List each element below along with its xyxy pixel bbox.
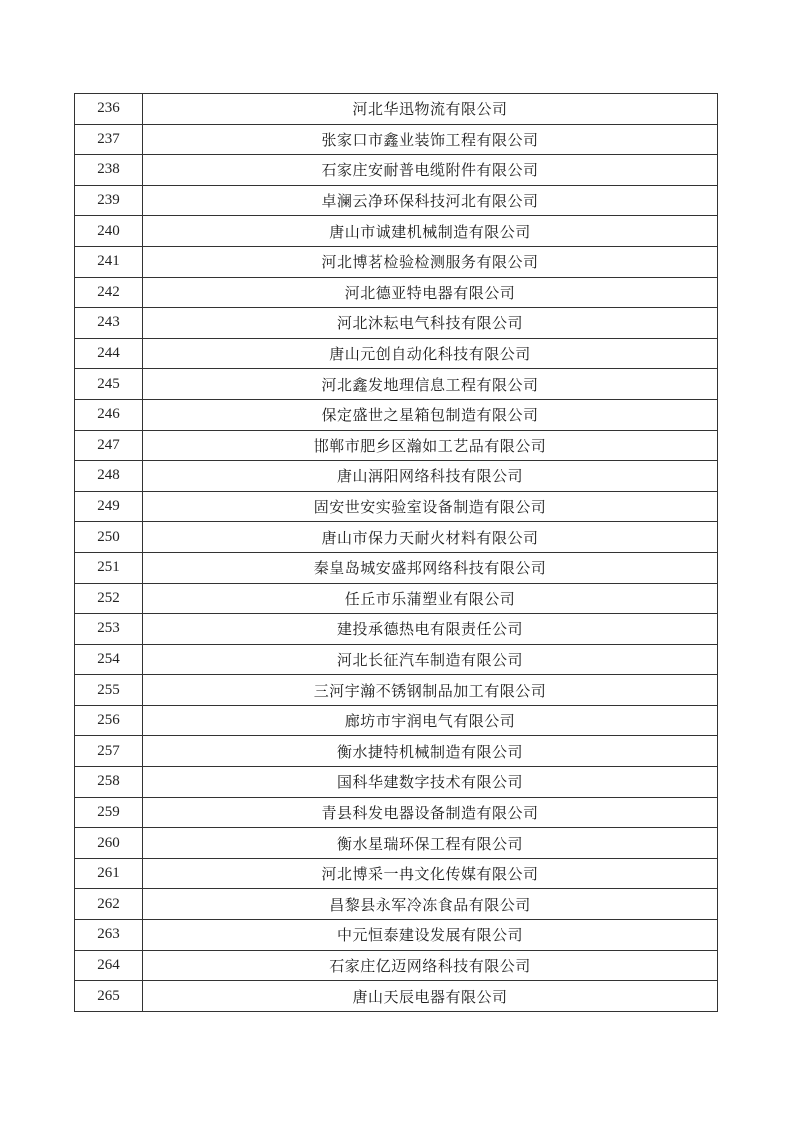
row-number-cell: 249 bbox=[75, 491, 143, 522]
table-body bbox=[75, 94, 718, 1012]
row-number-cell: 255 bbox=[75, 675, 143, 706]
table-row bbox=[75, 644, 718, 675]
company-name-cell: 三河宇瀚不锈钢制品加工有限公司 bbox=[143, 675, 718, 706]
table-row bbox=[75, 94, 718, 125]
table-row bbox=[75, 675, 718, 706]
row-number-cell: 260 bbox=[75, 828, 143, 859]
table-row bbox=[75, 522, 718, 553]
table-row bbox=[75, 491, 718, 522]
company-name-cell: 河北博茗检验检测服务有限公司 bbox=[143, 246, 718, 277]
company-name-cell: 青县科发电器设备制造有限公司 bbox=[143, 797, 718, 828]
company-name-cell: 唐山元创自动化科技有限公司 bbox=[143, 338, 718, 369]
table-row bbox=[75, 216, 718, 247]
table-row bbox=[75, 583, 718, 614]
company-name-cell: 昌黎县永军冷冻食品有限公司 bbox=[143, 889, 718, 920]
table-row bbox=[75, 797, 718, 828]
company-name-cell: 卓澜云净环保科技河北有限公司 bbox=[143, 185, 718, 216]
row-number-cell: 246 bbox=[75, 399, 143, 430]
table-row bbox=[75, 308, 718, 339]
company-name-cell: 唐山市保力天耐火材料有限公司 bbox=[143, 522, 718, 553]
company-name-cell: 衡水星瑞环保工程有限公司 bbox=[143, 828, 718, 859]
table-row bbox=[75, 185, 718, 216]
row-number-cell: 252 bbox=[75, 583, 143, 614]
table-row bbox=[75, 614, 718, 645]
company-name-cell: 衡水捷特机械制造有限公司 bbox=[143, 736, 718, 767]
company-name-cell: 河北博采一冉文化传媒有限公司 bbox=[143, 858, 718, 889]
company-name-cell: 廊坊市宇润电气有限公司 bbox=[143, 705, 718, 736]
row-number-cell: 239 bbox=[75, 185, 143, 216]
company-list-table bbox=[74, 93, 718, 1012]
company-name-cell: 唐山天辰电器有限公司 bbox=[143, 981, 718, 1012]
company-name-cell: 河北鑫发地理信息工程有限公司 bbox=[143, 369, 718, 400]
table-row bbox=[75, 889, 718, 920]
table-row bbox=[75, 920, 718, 951]
table-row bbox=[75, 828, 718, 859]
company-name-cell: 河北华迅物流有限公司 bbox=[143, 94, 718, 125]
company-name-cell: 唐山洅阳网络科技有限公司 bbox=[143, 461, 718, 492]
row-number-cell: 245 bbox=[75, 369, 143, 400]
company-name-cell: 中元恒泰建设发展有限公司 bbox=[143, 920, 718, 951]
company-name-cell: 河北长征汽车制造有限公司 bbox=[143, 644, 718, 675]
row-number-cell: 265 bbox=[75, 981, 143, 1012]
company-name-cell: 石家庄亿迈网络科技有限公司 bbox=[143, 950, 718, 981]
company-name-cell: 保定盛世之星箱包制造有限公司 bbox=[143, 399, 718, 430]
row-number-cell: 244 bbox=[75, 338, 143, 369]
company-name-cell: 石家庄安耐普电缆附件有限公司 bbox=[143, 155, 718, 186]
table-row bbox=[75, 461, 718, 492]
row-number-cell: 248 bbox=[75, 461, 143, 492]
row-number-cell: 247 bbox=[75, 430, 143, 461]
company-name-cell: 秦皇岛城安盛邦网络科技有限公司 bbox=[143, 552, 718, 583]
row-number-cell: 250 bbox=[75, 522, 143, 553]
row-number-cell: 243 bbox=[75, 308, 143, 339]
table-row bbox=[75, 277, 718, 308]
table-row bbox=[75, 950, 718, 981]
table-row bbox=[75, 981, 718, 1012]
row-number-cell: 237 bbox=[75, 124, 143, 155]
table-row bbox=[75, 552, 718, 583]
row-number-cell: 259 bbox=[75, 797, 143, 828]
table-row bbox=[75, 767, 718, 798]
table-row bbox=[75, 369, 718, 400]
company-name-cell: 河北德亚特电器有限公司 bbox=[143, 277, 718, 308]
company-name-cell: 唐山市诚建机械制造有限公司 bbox=[143, 216, 718, 247]
row-number-cell: 236 bbox=[75, 94, 143, 125]
table-row bbox=[75, 736, 718, 767]
row-number-cell: 241 bbox=[75, 246, 143, 277]
table-row bbox=[75, 858, 718, 889]
row-number-cell: 242 bbox=[75, 277, 143, 308]
row-number-cell: 240 bbox=[75, 216, 143, 247]
row-number-cell: 254 bbox=[75, 644, 143, 675]
row-number-cell: 253 bbox=[75, 614, 143, 645]
table-row bbox=[75, 246, 718, 277]
row-number-cell: 256 bbox=[75, 705, 143, 736]
table-row bbox=[75, 705, 718, 736]
row-number-cell: 251 bbox=[75, 552, 143, 583]
company-name-cell: 邯郸市肥乡区瀚如工艺品有限公司 bbox=[143, 430, 718, 461]
table-row bbox=[75, 399, 718, 430]
row-number-cell: 261 bbox=[75, 858, 143, 889]
row-number-cell: 238 bbox=[75, 155, 143, 186]
row-number-cell: 257 bbox=[75, 736, 143, 767]
row-number-cell: 264 bbox=[75, 950, 143, 981]
table-row bbox=[75, 430, 718, 461]
row-number-cell: 258 bbox=[75, 767, 143, 798]
company-name-cell: 任丘市乐蒲塑业有限公司 bbox=[143, 583, 718, 614]
table-row bbox=[75, 155, 718, 186]
table-row bbox=[75, 338, 718, 369]
table-row bbox=[75, 124, 718, 155]
company-name-cell: 建投承德热电有限责任公司 bbox=[143, 614, 718, 645]
company-name-cell: 国科华建数字技术有限公司 bbox=[143, 767, 718, 798]
company-name-cell: 固安世安实验室设备制造有限公司 bbox=[143, 491, 718, 522]
company-name-cell: 河北沐耘电气科技有限公司 bbox=[143, 308, 718, 339]
row-number-cell: 262 bbox=[75, 889, 143, 920]
row-number-cell: 263 bbox=[75, 920, 143, 951]
company-name-cell: 张家口市鑫业装饰工程有限公司 bbox=[143, 124, 718, 155]
